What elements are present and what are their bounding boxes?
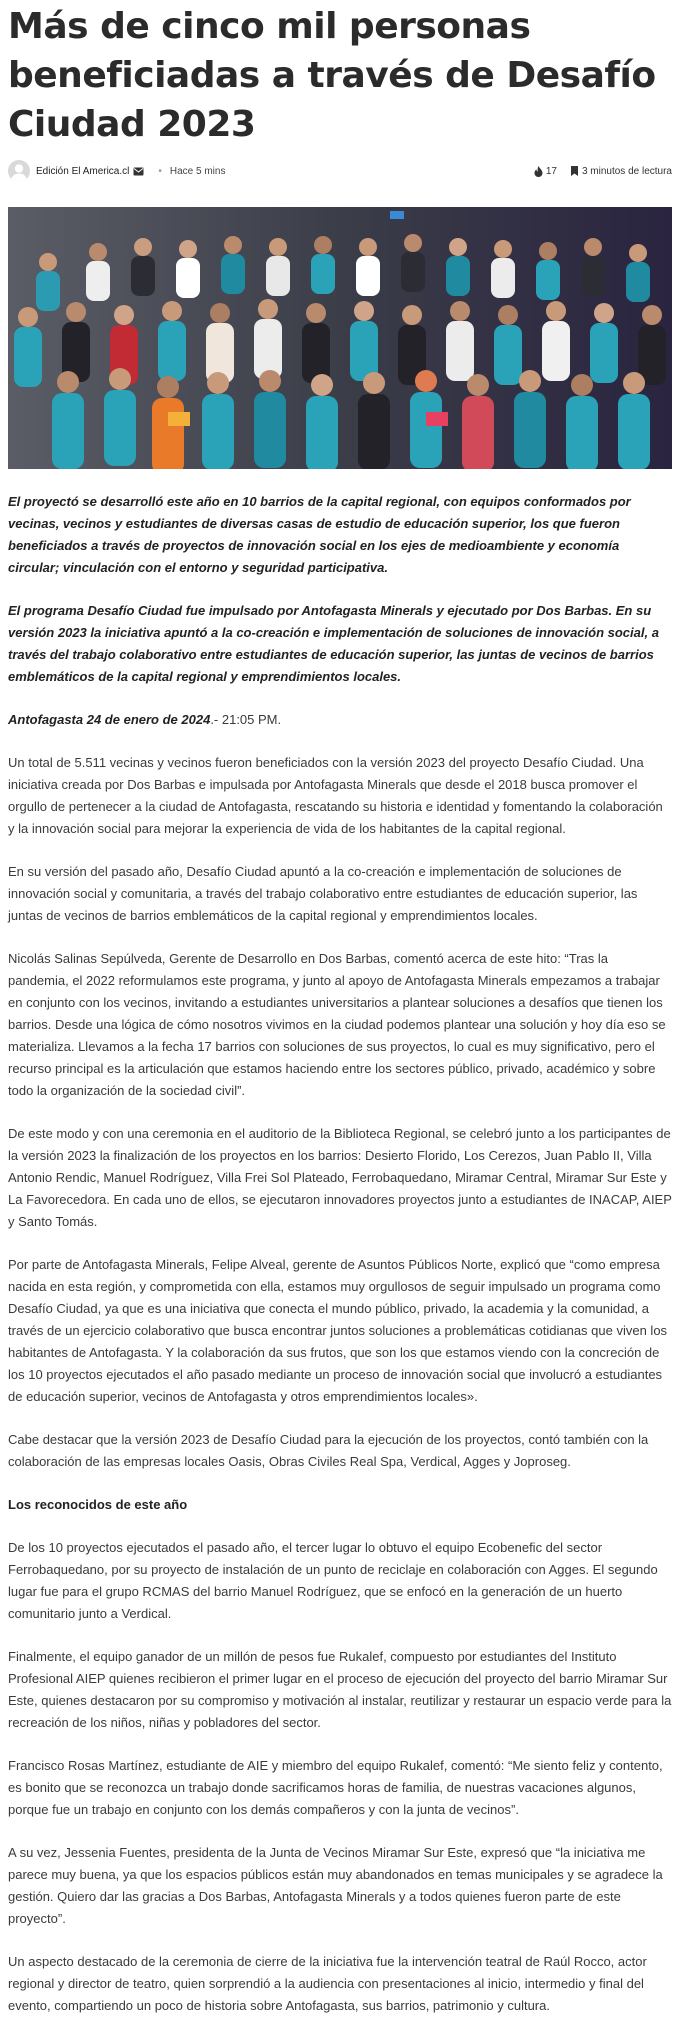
lead-paragraph-1: El proyectó se desarrolló este año en 10 barrios de la capital regional, con equipos conformados por vecinas, vecinos y estudiantes de diversas casas de estudio de educación superior, los que fueron beneficiados a través de proyectos de innovación social en los ejes de medioambiente y economía circular; vinculación con el entorno y seguridad participativa.	[8, 494, 631, 575]
meta-separator: •	[158, 165, 162, 177]
lead-paragraph-2: El programa Desafío Ciudad fue impulsado por Antofagasta Minerals y ejecutado por Dos Barbas. En su versión 2023 la iniciativa apuntó a la co-creación e implementación de soluciones de innovación social, a través del trabajo colaborativo entre estudiantes de educación superior, las juntas de vecinos de barrios emblemáticos de la capital regional y emprendimientos locales.	[8, 603, 659, 684]
dateline-place: Antofagasta 24 de enero de 2024	[8, 712, 211, 727]
publish-time: Hace 5 mins	[169, 165, 226, 177]
article-hero-image	[8, 207, 672, 469]
article-body	[8, 491, 672, 2017]
article-title: Más de cinco mil personas beneficiadas a través de Desafío Ciudad 2023	[8, 6, 656, 145]
article-meta	[8, 157, 672, 185]
paragraph-2: En su versión del pasado año, Desafío Ciudad apuntó a la co-creación e implementación de soluciones de innovación social y comunitaria, a través del trabajo colaborativo entre estudiantes de educación superior, las juntas de vecinos de barrios emblemáticos de la capital regional y emprendimientos locales.	[8, 864, 638, 923]
section-subheading: Los reconocidos de este año	[8, 1497, 188, 1512]
paragraph-8: Finalmente, el equipo ganador de un millón de pesos fue Rukalef, compuesto por estudiantes del Instituto Profesional AIEP quienes recibieron el primer lugar en el proceso de ejecución del proyecto del barrio Miramar Sur Este, quienes destacaron por su compromiso y motivación al instalar, reutilizar y restaurar un espacio verde para la recreación de los niños, niñas y pobladores del sector.	[8, 1649, 672, 1730]
paragraph-4: De este modo y con una ceremonia en el auditorio de la Biblioteca Regional, se celebró junto a los participantes de la versión 2023 la finalización de los proyectos en los barrios: Desierto Florido, Los Cerezos, Juan Pablo II, Villa Antonio Rendic, Manuel Rodríguez, Villa Frei Sol Plateado, Ferrobaquedano, Miramar Central, Miramar Sur Este y La Favorecedora. En cada uno de ellos, se ejecutaron innovadores proyectos junto a estudiantes de INACAP, AIEP y Santo Tomás.	[8, 1126, 672, 1229]
paragraph-6: Cabe destacar que la versión 2023 de Desafío Ciudad para la ejecución de los proyectos, contó también con la colaboración de las empresas locales Oasis, Obras Civiles Real Spa, Verdical, Agges y Joproseg.	[8, 1432, 649, 1469]
dateline-time: .- 21:05 PM.	[210, 712, 282, 727]
dateline	[8, 709, 672, 731]
paragraph-1: Un total de 5.511 vecinas y vecinos fueron beneficiados con la versión 2023 del proyecto Desafío Ciudad. Una iniciativa creada por Dos Barbas e impulsada por Antofagasta Minerals que desde el 2018 busca promover el orgullo de pertenecer a la ciudad de Antofagasta, rescatando su historia e identidad y fomentando la colaboración y la innovación social para mejorar la experiencia de vida de los habitantes de la capital regional.	[8, 755, 663, 836]
paragraph-5: Por parte de Antofagasta Minerals, Felipe Alveal, gerente de Asuntos Públicos Norte, explicó que “como empresa nacida en esta región, y comprometida con ella, estamos muy orgullosos de seguir impulsado un programa como Desafío Ciudad, ya que es una iniciativa que conecta el mundo público, privado, la academia y la comunidad, a través de un ejercicio colaborativo que busca encontrar juntos soluciones a problemáticas cotidianas que viven los habitantes de Antofagasta. Y la colaboración da sus frutos, que son los que estamos viendo con la concreción de los 10 proyectos ejecutados el año pasado mediante un proceso de innovación social que involucró a estudiantes de educación superior, vecinos de Antofagasta y otros emprendimientos locales».	[8, 1257, 668, 1404]
paragraph-11: Un aspecto destacado de la ceremonia de cierre de la iniciativa fue la intervención teatral de Raúl Rocco, actor regional y director de teatro, quien sorprendió a la audiencia con presentaciones al inicio, intermedio y final del evento, compartiendo un poco de historia sobre Antofagasta, sus barrios, patrimonio y cultura.	[8, 1954, 647, 2013]
user-avatar-icon[interactable]	[8, 160, 30, 182]
views-count: 17	[545, 165, 557, 177]
meta-stats	[534, 166, 672, 177]
paragraph-10: A su vez, Jessenia Fuentes, presidenta de la Junta de Vecinos Miramar Sur Este, expresó que “la iniciativa me parece muy buena, ya que los espacios públicos están muy abandonados en temas municipales y se agradece la gestión. Quiero dar las gracias a Dos Barbas, Antofagasta Minerals y a todos quienes fueron parte de este proyecto”.	[8, 1845, 663, 1926]
envelope-icon[interactable]	[133, 167, 144, 176]
paragraph-7: De los 10 proyectos ejecutados el pasado año, el tercer lugar lo obtuvo el equipo Ecobenefic del sector Ferrobaquedano, por su proyecto de instalación de un punto de reciclaje en colaboración con Agges. El segundo lugar fue para el grupo RCMAS del barrio Manuel Rodríguez, que se enfocó en la generación de un huerto comunitario junto a Verdical.	[8, 1540, 658, 1621]
group-photo-illustration	[8, 207, 672, 469]
author-link[interactable]: Edición El America.cl	[36, 165, 130, 177]
paragraph-3: Nicolás Salinas Sepúlveda, Gerente de Desarrollo en Dos Barbas, comentó acerca de este hito: “Tras la pandemia, el 2022 reformulamos este programa, y junto al apoyo de Antofagasta Minerals empezamos a trabajar en conjunto con los vecinos, invitando a estudiantes universitarios a plantear soluciones a desafíos que tienen los barrios. Desde una lógica de cómo nosotros vivimos en la ciudad podemos plantear una solución y hoy día eso se materializa. Llevamos a la fecha 17 barrios con soluciones de sus proyectos, lo cual es muy significativo, pero el recurso principal es la articulación que estamos haciendo entre los sectores público, privado, académico y sobre todo la organización de la sociedad civil”.	[8, 951, 666, 1098]
read-time: 3 minutos de lectura	[581, 165, 672, 177]
bookmark-icon	[571, 166, 578, 176]
fire-icon	[534, 166, 543, 177]
views-counter	[534, 166, 557, 177]
paragraph-9: Francisco Rosas Martínez, estudiante de AIE y miembro del equipo Rukalef, comentó: “Me siento feliz y contento, es bonito que se reconozca un trabajo donde sacrificamos horas de familia, de nuestras vacaciones algunos, porque fue un trabajo en conjunto con los demás compañeros y con la junta de vecinos”.	[8, 1758, 663, 1817]
